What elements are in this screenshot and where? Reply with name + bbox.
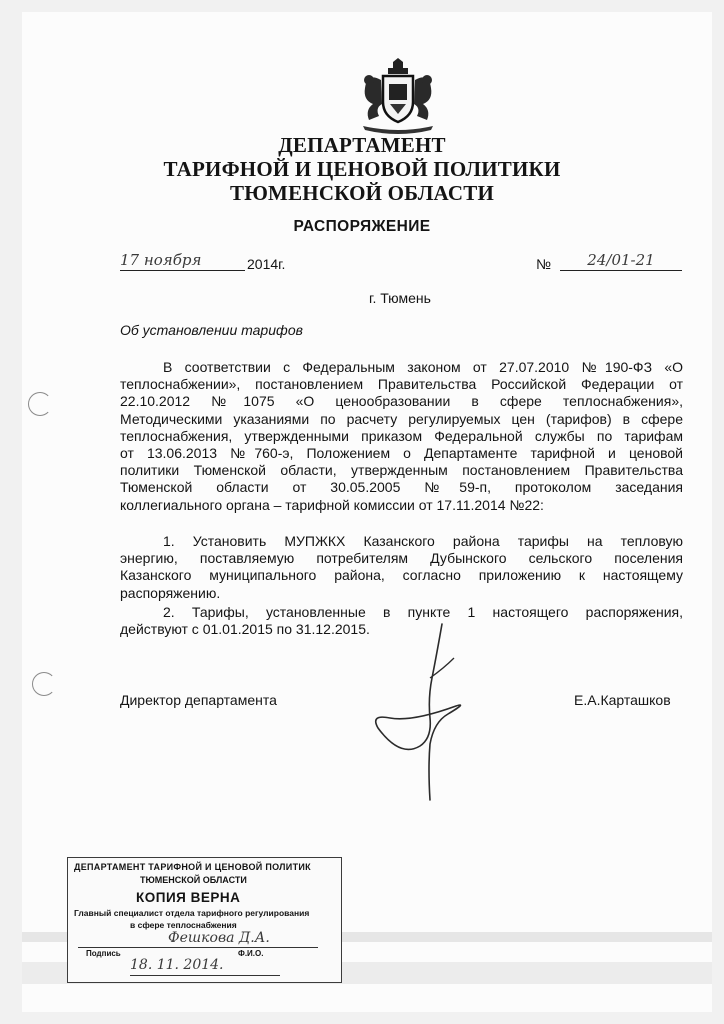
- item-line: Казанского муниципального района, согласно приложению к настоящему: [120, 567, 683, 583]
- item-line: 1. Установить МУПЖКХ Казанского района тарифы на тепловую: [163, 533, 683, 549]
- copy-certification-stamp: [67, 857, 342, 983]
- preamble-line: В соответствии с Федеральным законом от 27.07.2010 №190-ФЗ «О: [163, 359, 683, 375]
- city: г. Тюмень: [369, 290, 431, 306]
- preamble-line: теплоснабжения, утвержденными приказом Федеральной службы по тарифам: [120, 428, 683, 444]
- date-handwritten: 17 ноября: [120, 252, 245, 271]
- stamp-signer-handwritten: Фешкова Д.А.: [78, 930, 318, 948]
- preamble-line: 22.10.2012 №1075 «О ценообразовании в сфере теплоснабжения»,: [120, 393, 683, 409]
- preamble-line: от 13.06.2013 №760-э, Положением о Департаменте тарифной и ценовой: [120, 445, 683, 461]
- coat-of-arms-emblem: [355, 58, 441, 134]
- stamp-position-line: в сфере теплоснабжения: [130, 920, 237, 930]
- item-line: распоряжению.: [120, 585, 221, 601]
- department-line-1: ДЕПАРТАМЕНТ: [278, 133, 446, 157]
- stamp-org-line: ДЕПАРТАМЕНТ ТАРИФНОЙ И ЦЕНОВОЙ ПОЛИТИК: [74, 862, 311, 872]
- number-handwritten: 24/01-21: [560, 252, 682, 271]
- signatory-position: Директор департамента: [120, 692, 277, 708]
- handwritten-signature: [360, 618, 480, 808]
- stamp-sign-label: Подпись: [86, 949, 121, 958]
- preamble-line: Методическими указаниями по расчету регулируемых цен (тарифов) в сфере: [120, 411, 683, 427]
- stamp-position-line: Главный специалист отдела тарифного регулирования: [74, 908, 310, 918]
- department-line-3: ТЮМЕНСКОЙ ОБЛАСТИ: [230, 181, 494, 205]
- punch-hole: [32, 672, 56, 696]
- stamp-copy-certified: КОПИЯ ВЕРНА: [136, 890, 241, 905]
- preamble-line: коллегиального органа – тарифной комиссии от 17.11.2014 №22:: [120, 497, 544, 513]
- item-line: энергию, поставляемую потребителям Дубынского сельского поселения: [120, 550, 683, 566]
- punch-hole: [28, 392, 52, 416]
- preamble-line: Тюменской области от 30.05.2005 №59-п, протоколом заседания: [120, 479, 683, 495]
- preamble-line: политики Тюменской области, утвержденным постановлением Правительства: [120, 462, 683, 478]
- item-line: 2. Тарифы, установленные в пункте 1 настоящего распоряжения,: [163, 604, 683, 620]
- stamp-fio-label: Ф.И.О.: [238, 949, 264, 958]
- preamble-line: теплоснабжении», постановлением Правительства Российской Федерации от: [120, 376, 683, 392]
- stamp-region-line: ТЮМЕНСКОЙ ОБЛАСТИ: [140, 875, 247, 885]
- date-year: 2014г.: [247, 256, 286, 272]
- item-line: действуют с 01.01.2015 по 31.12.2015.: [120, 621, 370, 637]
- stamp-date-handwritten: 18. 11. 2014.: [130, 957, 280, 976]
- document-type-title: РАСПОРЯЖЕНИЕ: [293, 218, 431, 235]
- subject-line: Об установлении тарифов: [120, 322, 303, 338]
- signatory-name: Е.А.Карташков: [574, 692, 671, 708]
- number-label: №: [536, 256, 552, 272]
- department-line-2: ТАРИФНОЙ И ЦЕНОВОЙ ПОЛИТИКИ: [163, 157, 561, 181]
